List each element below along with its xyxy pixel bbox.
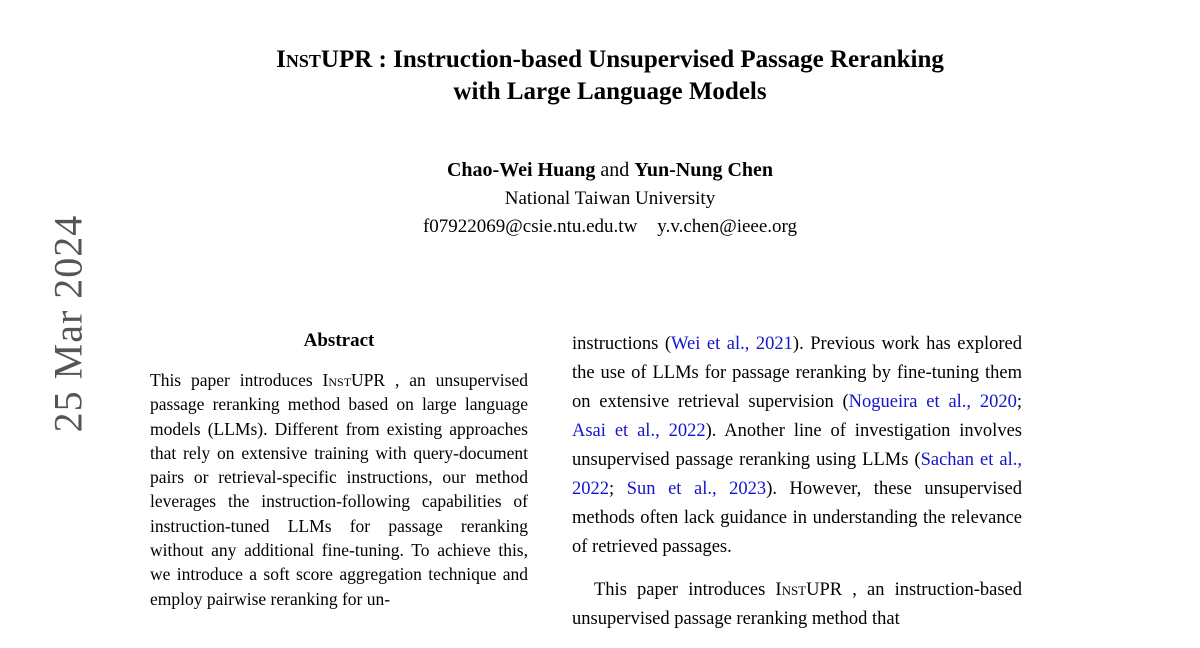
citation-sachan-2022[interactable]: Sachan et al., 2022 (572, 450, 1022, 499)
author-conjunction: and (600, 159, 630, 181)
intro2-seg-2: , an instruction-based unsupervised passage reranking method that (572, 580, 1022, 629)
author-emails (150, 213, 1070, 241)
two-column-body (150, 330, 1070, 634)
intro-seg-4: ). Another line of investigation involves unsupervised passage reranking using LLMs ( (572, 421, 1022, 470)
intro-seg-1: instructions ( (572, 334, 672, 354)
intro-seg-5: ; (609, 479, 627, 499)
abstract-text (150, 368, 528, 611)
citation-nogueira-2020[interactable]: Nogueira et al., 2020 (848, 392, 1017, 412)
intro2-smallcaps-name: InstUPR (775, 580, 843, 600)
abstract-text-part1: This paper introduces (150, 370, 323, 390)
page-title (150, 44, 1070, 108)
citation-wei-2021[interactable]: Wei et al., 2021 (671, 334, 793, 354)
title-line1-rest: : Instruction-based Unsupervised Passage Reranking (372, 46, 944, 73)
title-smallcaps-name: InstUPR (276, 46, 373, 73)
affiliation: National Taiwan University (504, 188, 716, 209)
abstract-text-part2: , an unsupervised passage reranking method based on large language models (LLMs). Different from existing approaches that rely on extensive training with query-document pairs or retrieval-specific instructions, our method leverages the instruction-following capabilities of instruction-tuned LLMs for passage reranking without any additional fine-tuning. To achieve this, we introduce a soft score aggregation technique and employ pairwise reranking for un- (150, 370, 528, 609)
author-list (150, 156, 1070, 185)
column-left (150, 330, 528, 634)
intro-seg-2: ). Previous work has explored the use of LLMs for passage reranking by fine-tuning them on extensive retrieval supervision ( (572, 334, 1022, 412)
intro2-seg-1: This paper introduces (594, 580, 776, 600)
citation-asai-2022[interactable]: Asai et al., 2022 (572, 421, 706, 441)
email-first: f07922069@csie.ntu.edu.tw (422, 216, 638, 237)
author-first: Chao-Wei Huang (446, 159, 596, 181)
arxiv-date-stamp: 25 Mar 2024 (45, 214, 91, 433)
intro-paragraph-1 (572, 330, 1022, 562)
abstract-smallcaps-name: InstUPR (322, 370, 386, 390)
citation-sun-2023[interactable]: Sun et al., 2023 (626, 479, 767, 499)
author-second: Yun-Nung Chen (634, 159, 774, 181)
paper-page (150, 0, 1070, 648)
title-line2: with Large Language Models (453, 78, 767, 105)
intro-seg-3: ; (1016, 392, 1022, 412)
intro-paragraph-2 (572, 576, 1022, 634)
abstract-heading: Abstract (303, 330, 375, 351)
intro-seg-6: ). However, these unsupervised methods often lack guidance in understanding the relevance of retrieved passages. (572, 479, 1023, 557)
column-right (572, 330, 1022, 634)
email-second: y.v.chen@ieee.org (657, 216, 798, 237)
